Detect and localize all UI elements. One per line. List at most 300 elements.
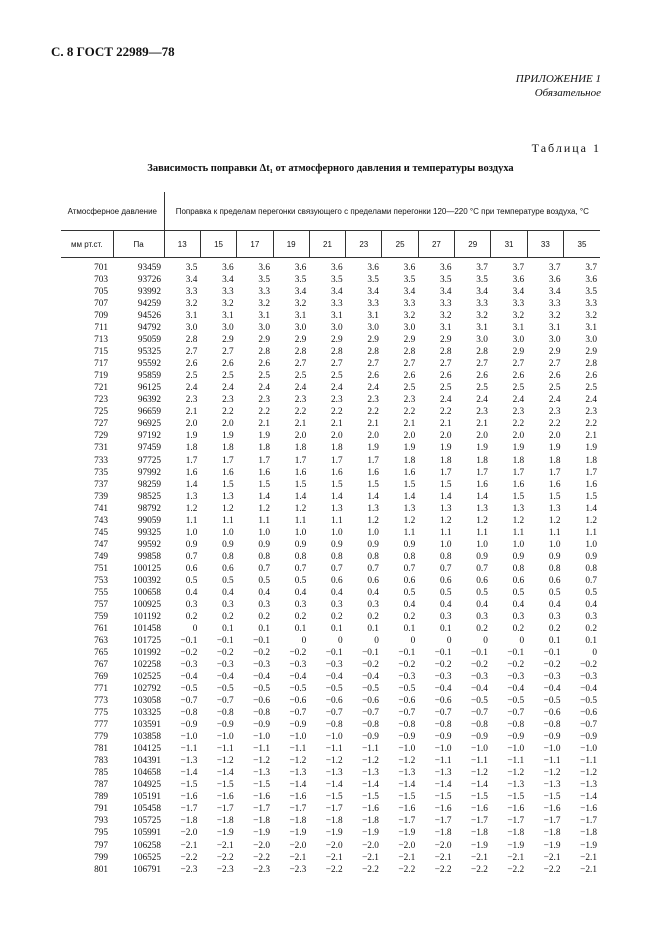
- table-row: [61, 864, 600, 876]
- correction-cell: −0.4: [325, 672, 343, 683]
- correction-cell: −1.8: [216, 816, 234, 827]
- correction-cell: 0.1: [585, 635, 597, 646]
- correction-cell: −0.1: [507, 648, 525, 659]
- pressure-mm-cell: 745: [94, 527, 109, 538]
- correction-cell: 0.4: [476, 599, 488, 610]
- correction-cell: −0.5: [398, 684, 416, 695]
- correction-cell: 0.6: [403, 575, 416, 586]
- pressure-pa-cell: 101192: [133, 611, 162, 622]
- table-row: [61, 635, 600, 647]
- correction-cell: 1.7: [512, 467, 525, 478]
- correction-cell: 0.8: [403, 551, 416, 562]
- correction-cell: 2.5: [512, 383, 525, 394]
- correction-cell: −0.2: [580, 660, 597, 671]
- correction-cell: −1.9: [216, 828, 234, 839]
- correction-cell: −1.3: [180, 756, 198, 767]
- table-row: [61, 467, 600, 479]
- correction-cell: 1.6: [512, 479, 525, 490]
- correction-cell: 0: [483, 635, 488, 646]
- pressure-pa-cell: 98525: [137, 491, 162, 502]
- pressure-pa-cell: 106791: [133, 864, 162, 875]
- correction-cell: −0.9: [398, 732, 416, 743]
- table-row: [61, 527, 600, 539]
- table-row: [61, 370, 600, 382]
- correction-cell: 2.1: [403, 419, 416, 430]
- correction-cell: −1.4: [325, 780, 343, 791]
- correction-cell: 1.0: [222, 527, 234, 538]
- correction-cell: −1.1: [507, 756, 525, 767]
- correction-cell: 2.2: [403, 407, 416, 418]
- table-row: [61, 503, 600, 515]
- pressure-mm-cell: 739: [94, 491, 109, 502]
- correction-cell: 3.4: [367, 287, 379, 298]
- correction-cell: −1.5: [507, 792, 525, 803]
- pressure-pa-cell: 95859: [137, 371, 162, 382]
- correction-cell: 2.3: [185, 395, 198, 406]
- correction-cell: 3.6: [331, 263, 343, 274]
- correction-cell: 1.8: [222, 443, 234, 454]
- correction-cell: −2.1: [180, 840, 198, 851]
- correction-cell: 1.3: [185, 491, 198, 502]
- temp-header: 17: [237, 231, 273, 258]
- correction-cell: 2.5: [258, 371, 270, 382]
- correction-cell: 0.3: [222, 599, 234, 610]
- correction-cell: 3.7: [548, 263, 561, 274]
- table-row: [61, 394, 600, 406]
- correction-cell: 2.4: [476, 395, 488, 406]
- correction-cell: 2.5: [403, 383, 416, 394]
- correction-cell: 3.6: [585, 275, 597, 286]
- correction-cell: 0.9: [294, 539, 307, 550]
- pressure-mm-cell: 755: [94, 587, 109, 598]
- correction-cell: 0.5: [476, 587, 488, 598]
- correction-cell: 0.9: [222, 539, 234, 550]
- pressure-pa-cell: 97459: [137, 443, 162, 454]
- correction-cell: −0.8: [507, 720, 525, 731]
- correction-cell: −1.2: [289, 756, 307, 767]
- correction-cell: −1.2: [325, 756, 343, 767]
- correction-cell: 0.3: [294, 599, 307, 610]
- correction-cell: 2.2: [222, 407, 234, 418]
- correction-cell: −1.6: [580, 804, 597, 815]
- correction-cell: 0.4: [222, 587, 234, 598]
- table-row: [61, 707, 600, 719]
- pressure-mm-cell: 791: [94, 804, 109, 815]
- pressure-pa-cell: 104658: [133, 768, 162, 779]
- correction-cell: 1.9: [185, 431, 198, 442]
- pressure-mm-cell: 769: [94, 672, 109, 683]
- correction-cell: 1.0: [331, 527, 343, 538]
- correction-cell: −1.2: [398, 756, 416, 767]
- table-caption: Зависимость поправки Δt₁ от атмосферного давления и температуры воздуха: [147, 163, 514, 174]
- correction-cell: 0.6: [331, 575, 343, 586]
- correction-cell: 2.3: [585, 407, 597, 418]
- correction-cell: 3.0: [294, 323, 307, 334]
- correction-cell: 2.2: [439, 407, 452, 418]
- correction-cell: −0.7: [398, 708, 416, 719]
- correction-cell: 2.3: [331, 395, 343, 406]
- correction-cell: 3.0: [258, 323, 270, 334]
- correction-cell: 0.2: [222, 611, 234, 622]
- correction-cell: 3.2: [439, 311, 452, 322]
- correction-cell: 3.3: [512, 299, 525, 310]
- correction-cell: −1.5: [398, 792, 416, 803]
- correction-cell: 1.2: [585, 515, 597, 526]
- pressure-pa-cell: 103858: [133, 732, 162, 743]
- correction-cell: 2.8: [258, 347, 270, 358]
- correction-cell: −1.2: [253, 756, 270, 767]
- correction-cell: −2.2: [253, 852, 270, 863]
- correction-cell: 3.4: [331, 287, 343, 298]
- correction-cell: −0.9: [289, 720, 307, 731]
- correction-cell: 2.6: [403, 371, 416, 382]
- correction-cell: −1.7: [253, 804, 270, 815]
- correction-cell: −1.0: [471, 744, 488, 755]
- correction-cell: 1.2: [222, 503, 234, 514]
- correction-cell: −0.3: [543, 672, 561, 683]
- correction-cell: 2.1: [258, 419, 270, 430]
- correction-cell: 1.6: [476, 479, 488, 490]
- correction-cell: −0.5: [362, 684, 379, 695]
- correction-cell: −1.6: [289, 792, 307, 803]
- correction-cell: 2.4: [512, 395, 525, 406]
- correction-cell: 2.9: [294, 335, 307, 346]
- correction-cell: −1.0: [325, 732, 343, 743]
- correction-cell: 1.0: [476, 539, 488, 550]
- pressure-mm-cell: 701: [94, 263, 109, 274]
- table-row: [61, 334, 600, 346]
- correction-cell: −0.8: [362, 720, 379, 731]
- pressure-pa-cell: 104125: [133, 744, 162, 755]
- correction-cell: −1.5: [180, 780, 198, 791]
- correction-cell: 1.3: [476, 503, 488, 514]
- table-row: [61, 599, 600, 611]
- correction-cell: −0.2: [471, 660, 488, 671]
- correction-cell: 3.6: [403, 263, 416, 274]
- correction-cell: 2.5: [294, 371, 307, 382]
- correction-cell: 1.5: [258, 479, 270, 490]
- correction-cell: 2.9: [585, 347, 597, 358]
- correction-cell: 0: [519, 635, 525, 646]
- correction-cell: −1.4: [434, 780, 452, 791]
- correction-cell: −1.2: [543, 768, 561, 779]
- table-row: [61, 258, 600, 275]
- correction-cell: −0.8: [398, 720, 416, 731]
- correction-cell: −0.1: [471, 648, 488, 659]
- pressure-pa-cell: 94526: [137, 311, 162, 322]
- correction-cell: 3.2: [512, 311, 525, 322]
- correction-cell: −0.5: [325, 684, 343, 695]
- correction-cell: 2.7: [512, 359, 525, 370]
- table-row: [61, 479, 600, 491]
- correction-cell: 1.6: [331, 467, 343, 478]
- correction-cell: 3.6: [258, 263, 270, 274]
- table-row: [61, 515, 600, 527]
- correction-cell: 0.4: [548, 599, 561, 610]
- correction-cell: 2.5: [476, 383, 488, 394]
- table-row: [61, 491, 600, 503]
- correction-cell: −0.6: [253, 696, 270, 707]
- correction-cell: −0.6: [543, 708, 561, 719]
- correction-cell: 2.0: [476, 431, 488, 442]
- correction-cell: 1.1: [512, 527, 525, 538]
- correction-cell: 0: [374, 635, 379, 646]
- correction-cell: 3.3: [403, 299, 416, 310]
- correction-cell: 0.8: [548, 563, 561, 574]
- correction-cell: 2.2: [548, 419, 561, 430]
- correction-cell: 3.0: [185, 323, 198, 334]
- correction-cell: −0.9: [362, 732, 379, 743]
- correction-cell: −0.1: [253, 635, 270, 646]
- correction-cell: 2.3: [294, 395, 307, 406]
- correction-cell: 3.5: [403, 275, 416, 286]
- correction-cell: 0.5: [512, 587, 525, 598]
- correction-cell: −1.0: [543, 744, 561, 755]
- correction-cell: 1.7: [548, 467, 561, 478]
- correction-cell: 1.6: [294, 467, 307, 478]
- pressure-pa-cell: 101458: [133, 623, 162, 634]
- correction-cell: −0.8: [434, 720, 452, 731]
- correction-cell: 1.0: [585, 539, 597, 550]
- correction-cell: 0.7: [331, 563, 343, 574]
- correction-cell: 1.9: [258, 431, 270, 442]
- correction-cell: 1.5: [331, 479, 343, 490]
- correction-cell: 2.8: [403, 347, 416, 358]
- correction-cell: 3.6: [367, 263, 379, 274]
- correction-cell: −1.9: [471, 840, 488, 851]
- correction-cell: −0.8: [216, 708, 234, 719]
- pressure-pa-cell: 98259: [137, 479, 162, 490]
- pressure-mm-cell: 787: [94, 780, 109, 791]
- pressure-mm-cell: 789: [94, 792, 109, 803]
- correction-cell: 2.9: [548, 347, 561, 358]
- correction-cell: −1.6: [362, 804, 379, 815]
- correction-cell: 0.9: [548, 551, 561, 562]
- pressure-pa-cell: 95592: [137, 359, 162, 370]
- correction-cell: 1.5: [403, 479, 416, 490]
- correction-cell: 0.2: [512, 623, 525, 634]
- correction-cell: −0.4: [253, 672, 270, 683]
- correction-cell: −0.4: [216, 672, 234, 683]
- correction-cell: 1.9: [439, 443, 452, 454]
- correction-cell: 2.5: [331, 371, 343, 382]
- pressure-mm-cell: 799: [94, 852, 109, 863]
- pressure-mm-cell: 727: [94, 419, 109, 430]
- correction-cell: 0.1: [548, 635, 561, 646]
- correction-cell: 0.2: [331, 611, 343, 622]
- correction-cell: 3.4: [185, 275, 198, 286]
- correction-cell: 3.7: [585, 263, 597, 274]
- temp-header: 19: [273, 231, 309, 258]
- correction-cell: 2.6: [476, 371, 488, 382]
- correction-cell: 0.6: [439, 575, 452, 586]
- correction-cell: −0.3: [325, 660, 343, 671]
- pressure-pa-cell: 101992: [133, 648, 162, 659]
- correction-cell: −1.1: [362, 744, 379, 755]
- pressure-pa-cell: 96925: [137, 419, 162, 430]
- correction-cell: 3.2: [185, 299, 198, 310]
- table-row: [61, 719, 600, 731]
- correction-cell: 2.7: [548, 359, 561, 370]
- correction-cell: 1.7: [185, 455, 198, 466]
- correction-cell: −1.6: [216, 792, 234, 803]
- correction-cell: −0.3: [471, 672, 488, 683]
- correction-cell: −1.2: [216, 756, 234, 767]
- correction-cell: 1.9: [476, 443, 488, 454]
- correction-cell: −1.0: [253, 732, 270, 743]
- correction-cell: −0.3: [398, 672, 416, 683]
- correction-cell: 0: [301, 635, 307, 646]
- correction-cell: −2.3: [253, 864, 270, 875]
- correction-cell: 3.3: [258, 287, 270, 298]
- correction-cell: 1.2: [548, 515, 561, 526]
- correction-cell: −1.7: [471, 816, 488, 827]
- correction-cell: −1.2: [580, 768, 597, 779]
- correction-cell: 1.4: [585, 503, 597, 514]
- correction-cell: 2.0: [185, 419, 198, 430]
- correction-cell: 2.0: [331, 431, 343, 442]
- correction-cell: 0.2: [367, 611, 379, 622]
- correction-cell: −2.2: [325, 864, 343, 875]
- correction-cell: −0.7: [216, 696, 234, 707]
- correction-cell: −1.6: [543, 804, 561, 815]
- correction-cell: −2.2: [216, 852, 234, 863]
- correction-cell: 3.6: [439, 263, 452, 274]
- correction-cell: 0: [446, 635, 452, 646]
- correction-cell: 3.5: [476, 275, 488, 286]
- correction-cell: −0.7: [180, 696, 198, 707]
- correction-cell: 2.8: [185, 335, 198, 346]
- appendix-status: Обязательное: [534, 87, 601, 99]
- pressure-mm-cell: 781: [94, 744, 109, 755]
- correction-cell: 1.8: [403, 455, 416, 466]
- correction-cell: 1.7: [258, 455, 270, 466]
- correction-cell: 2.7: [439, 359, 452, 370]
- correction-cell: 3.3: [222, 287, 234, 298]
- correction-cell: 1.4: [258, 491, 270, 502]
- correction-cell: 0.5: [548, 587, 561, 598]
- pressure-mm-cell: 741: [94, 503, 109, 514]
- pressure-pa-cell: 100925: [133, 599, 162, 610]
- correction-cell: 1.6: [585, 479, 597, 490]
- pressure-pa-cell: 100125: [133, 563, 162, 574]
- correction-cell: −2.1: [471, 852, 488, 863]
- correction-cell: 2.5: [185, 371, 198, 382]
- correction-cell: 2.6: [367, 371, 379, 382]
- pressure-mm-cell: 793: [94, 816, 109, 827]
- correction-cell: 1.0: [367, 527, 379, 538]
- correction-cell: 2.1: [331, 419, 343, 430]
- correction-cell: 2.0: [367, 431, 379, 442]
- correction-cell: 2.2: [258, 407, 270, 418]
- correction-cell: 2.0: [439, 431, 452, 442]
- correction-cell: 3.0: [476, 335, 488, 346]
- correction-cell: −2.1: [398, 852, 416, 863]
- correction-cell: 0.1: [403, 623, 416, 634]
- correction-cell: 1.1: [439, 527, 452, 538]
- correction-cell: −1.0: [434, 744, 452, 755]
- correction-cell: −1.7: [580, 816, 597, 827]
- correction-cell: −0.8: [543, 720, 561, 731]
- correction-cell: −2.0: [325, 840, 343, 851]
- pressure-pa-cell: 105458: [133, 804, 162, 815]
- correction-cell: 2.5: [548, 383, 561, 394]
- correction-cell: 1.8: [585, 455, 597, 466]
- correction-cell: −0.5: [507, 696, 525, 707]
- correction-cell: 2.1: [476, 419, 488, 430]
- correction-cell: 1.2: [294, 503, 307, 514]
- temp-header: 15: [200, 231, 236, 258]
- correction-cell: 2.0: [294, 431, 307, 442]
- correction-cell: −1.0: [289, 732, 307, 743]
- correction-cell: 3.1: [367, 311, 379, 322]
- correction-cell: −1.0: [398, 744, 416, 755]
- correction-cell: −1.8: [325, 816, 343, 827]
- correction-cell: 2.8: [585, 359, 597, 370]
- pressure-mm-cell: 721: [94, 383, 109, 394]
- correction-cell: 3.3: [185, 287, 198, 298]
- correction-cell: −0.4: [289, 672, 307, 683]
- correction-cell: −2.1: [580, 864, 597, 875]
- correction-cell: 3.4: [222, 275, 234, 286]
- correction-cell: −1.3: [253, 768, 270, 779]
- table-row: [61, 346, 600, 358]
- correction-cell: 2.5: [222, 371, 234, 382]
- correction-cell: −1.3: [289, 768, 307, 779]
- correction-cell: 0.9: [403, 539, 416, 550]
- correction-cell: −1.0: [216, 732, 234, 743]
- correction-cell: −2.1: [543, 852, 561, 863]
- correction-cell: 0.3: [512, 611, 525, 622]
- correction-cell: −2.2: [398, 864, 416, 875]
- pressure-mm-cell: 763: [94, 635, 109, 646]
- correction-cell: 2.6: [512, 371, 525, 382]
- correction-cell: 1.7: [222, 455, 234, 466]
- unit-pa-header: Па: [113, 231, 164, 258]
- correction-cell: 3.2: [476, 311, 488, 322]
- correction-cell: 0.8: [258, 551, 270, 562]
- correction-cell: 0.7: [185, 551, 198, 562]
- correction-cell: −0.4: [507, 684, 525, 695]
- correction-cell: −0.1: [398, 648, 416, 659]
- correction-cell: 1.8: [476, 455, 488, 466]
- correction-cell: 2.3: [258, 395, 270, 406]
- correction-cell: 2.3: [367, 395, 379, 406]
- correction-cell: 1.4: [476, 491, 488, 502]
- correction-cell: −1.1: [325, 744, 343, 755]
- correction-cell: 0.7: [476, 563, 488, 574]
- pressure-mm-cell: 703: [94, 275, 109, 286]
- pressure-mm-cell: 705: [94, 287, 109, 298]
- correction-cell: 2.8: [294, 347, 307, 358]
- correction-cell: −1.5: [471, 792, 488, 803]
- temp-header: 31: [491, 231, 527, 258]
- correction-cell: 1.1: [185, 515, 198, 526]
- correction-cell: −0.8: [253, 708, 270, 719]
- correction-cell: −1.9: [580, 840, 597, 851]
- correction-cell: 3.1: [222, 311, 234, 322]
- pressure-mm-cell: 751: [94, 563, 109, 574]
- table-row: [61, 611, 600, 623]
- table-row: [61, 286, 600, 298]
- pressure-pa-cell: 97192: [137, 431, 162, 442]
- correction-cell: 1.8: [258, 443, 270, 454]
- correction-cell: 0.7: [367, 563, 379, 574]
- correction-cell: −0.6: [362, 696, 379, 707]
- correction-cell: −1.8: [471, 828, 488, 839]
- pressure-mm-cell: 765: [94, 648, 109, 659]
- correction-cell: 2.7: [476, 359, 488, 370]
